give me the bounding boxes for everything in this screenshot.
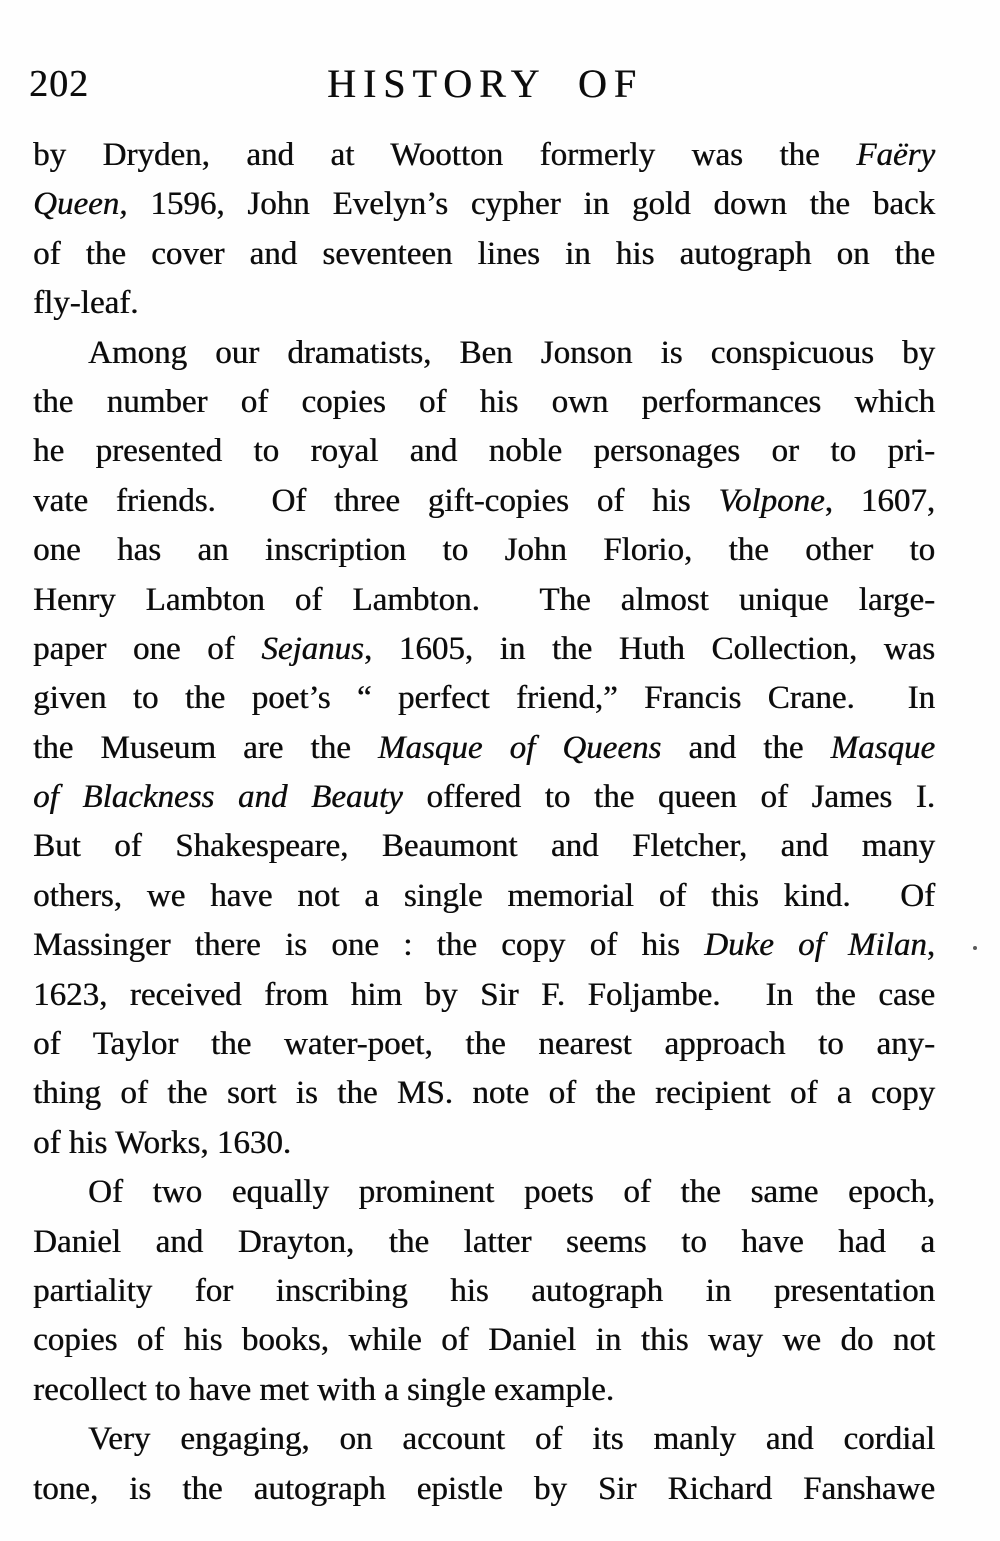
text-segment: offered to the queen of James I.	[402, 779, 935, 816]
text-segment: of the cover and seventeen lines in his autograph on the	[33, 235, 935, 272]
text-segment: others, we have not a single memorial of this kind. Of	[33, 877, 935, 914]
text-segment: , 1605, in the Huth Collection, was	[363, 630, 935, 667]
text-segment: vate friends. Of three gift-copies of his	[33, 482, 719, 519]
text-line	[33, 1119, 935, 1168]
text-line	[33, 1366, 935, 1415]
text-line	[33, 427, 935, 476]
text-line	[33, 921, 935, 970]
text-line	[33, 822, 935, 871]
text-line	[33, 477, 935, 526]
text-segment: by Dryden, and at Wootton formerly was the	[33, 137, 857, 173]
text-segment: the number of copies of his own performances which	[33, 383, 935, 420]
text-line	[33, 1465, 935, 1514]
text-line	[33, 230, 935, 279]
text-line	[33, 971, 935, 1020]
text-segment: he presented to royal and noble personages or to pri-	[33, 433, 935, 470]
text-segment: 1596, John Evelyn’s cypher in gold down the back	[127, 186, 935, 223]
text-segment: partiality for inscribing his autograph in presentation	[33, 1272, 935, 1309]
text-line	[33, 1415, 935, 1464]
text-segment: given to the poet’s “ perfect friend,” Francis Crane. In	[33, 680, 935, 717]
text-line	[33, 724, 935, 773]
text-line	[33, 131, 935, 180]
italic-book-title: Masque of Queens	[377, 729, 662, 766]
page-header	[29, 60, 937, 106]
text-line	[33, 329, 935, 378]
italic-book-title: Queen,	[33, 186, 128, 223]
scan-speck	[973, 946, 977, 950]
page-number: 202	[29, 63, 89, 105]
text-line	[33, 180, 935, 229]
text-line	[33, 378, 935, 427]
text-segment: Among our dramatists, Ben Jonson is conspicuous by	[88, 334, 935, 371]
text-line	[33, 1168, 935, 1217]
text-line	[33, 279, 935, 328]
text-segment: ,	[926, 927, 936, 964]
italic-book-title: Sejanus	[261, 630, 364, 667]
italic-book-title: Volpone	[718, 482, 825, 519]
text-line	[33, 674, 935, 723]
text-segment: fly-leaf.	[33, 285, 139, 322]
text-segment: of Taylor the water-poet, the nearest approach to any-	[33, 1026, 935, 1063]
text-line	[33, 625, 935, 674]
text-segment: Daniel and Drayton, the latter seems to have had a	[33, 1223, 935, 1260]
text-segment: But of Shakespeare, Beaumont and Fletcher, and many	[33, 828, 935, 865]
italic-book-title: Duke of Milan	[704, 927, 927, 964]
text-segment: paper one of	[33, 630, 262, 667]
italic-book-title: Faëry	[856, 137, 935, 173]
text-line	[33, 576, 935, 625]
text-line	[33, 1020, 935, 1069]
page-body	[33, 131, 935, 1514]
text-line	[33, 1316, 935, 1365]
italic-book-title: Masque	[830, 729, 935, 766]
italic-book-title: of Blackness and Beauty	[33, 779, 403, 816]
text-line	[33, 773, 935, 822]
running-header: HISTORY OF	[326, 61, 644, 106]
text-line	[33, 526, 935, 575]
text-segment: and the	[661, 729, 831, 766]
text-segment: , 1607,	[824, 482, 935, 519]
text-segment: thing of the sort is the MS. note of the recipient of a copy	[33, 1075, 935, 1112]
text-line	[33, 1218, 935, 1267]
text-segment: one has an inscription to John Florio, the other to	[33, 532, 935, 569]
text-segment: Henry Lambton of Lambton. The almost unique large-	[33, 581, 935, 618]
text-segment: Of two equally prominent poets of the same epoch,	[88, 1174, 935, 1211]
text-segment: the Museum are the	[33, 729, 378, 766]
text-segment: tone, is the autograph epistle by Sir Richard Fanshawe	[33, 1470, 935, 1507]
text-line	[33, 1069, 935, 1118]
text-segment: of his Works, 1630.	[33, 1124, 291, 1161]
text-segment: Massinger there is one : the copy of his	[33, 927, 705, 964]
text-segment: Very engaging, on account of its manly and cordial	[88, 1421, 935, 1458]
text-segment: 1623, received from him by Sir F. Foljambe. In the case	[33, 976, 935, 1013]
text-segment: recollect to have met with a single example.	[33, 1371, 614, 1408]
text-line	[33, 872, 935, 921]
text-segment: copies of his books, while of Daniel in this way we do not	[33, 1322, 935, 1359]
text-line	[33, 1267, 935, 1316]
